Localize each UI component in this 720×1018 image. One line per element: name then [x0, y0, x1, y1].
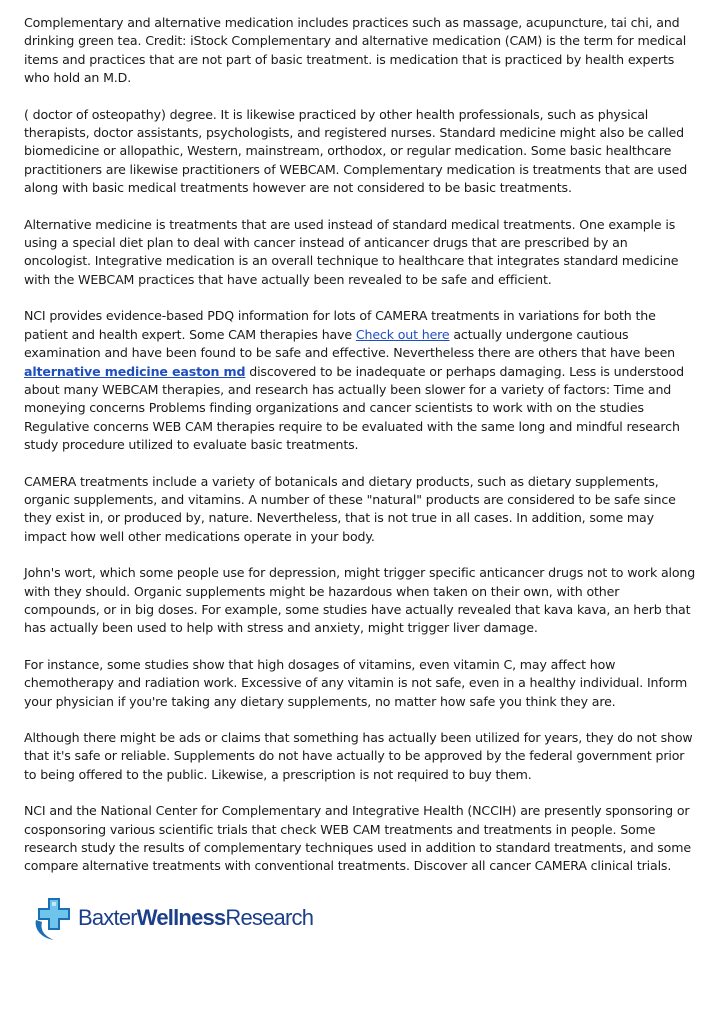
paragraph-1: Complementary and alternative medication includes practices such as massage, acupuncture, tai chi, and drinking green tea. Credit: iStock Complementary and alternative medication (CAM) is the term for medical items and practices that are not part of basic treatment. is medication that is practiced by health experts who hold an M.D.: [24, 15, 687, 86]
paragraph-4-text-b: actually undergone cautious examination and have been found to be safe and effective. Nevertheless there are others that have been: [24, 326, 675, 361]
paragraph-4: [24, 307, 698, 454]
paragraph-6: John's wort, which some people use for depression, might trigger specific anticancer drugs not to work along with they should. Organic supplements might be hazardous when taken on their own, with other compounds, or in big doses. For example, some studies have actually revealed that kava kava, an herb that has actually been used to help with stress and anxiety, might trigger liver damage.: [24, 565, 696, 636]
check-out-here-link[interactable]: Check out here: [355, 326, 450, 342]
paragraph-2: ( doctor of osteopathy) degree. It is likewise practiced by other health professionals, such as physical therapists, doctor assistants, psychologists, and registered nurses. Standard medicine might also be called biomedicine or allopathic, Western, mainstream, orthodox, or regular medication. Some basic healthcare practitioners are likewise practitioners of WEBCAM. Complementary medication is treatments that are used along with basic medical treatments however are not considered to be basic treatments.: [24, 106, 688, 196]
logo-text-research: Research: [225, 905, 314, 930]
paragraph-7: For instance, some studies show that high dosages of vitamins, even vitamin C, may affect how chemotherapy and radiation work. Excessive of any vitamin is not safe, even in a healthy individual. Inform your physician if you're taking any dietary supplements, no matter how safe you think they are.: [24, 656, 688, 709]
paragraph-3: Alternative medicine is treatments that are used instead of standard medical treatments. One example is using a special diet plan to deal with cancer instead of anticancer drugs that are prescribed by an oncologist. Integrative medication is an overall technique to healthcare that integrates standard medicine with the WEBCAM practices that have actually been revealed to be safe and efficient.: [24, 216, 679, 287]
medical-cross-icon: [32, 894, 76, 942]
paragraph-9: NCI and the National Center for Complementary and Integrative Health (NCCIH) are presently sponsoring or cosponsoring various scientific trials that check WEB CAM treatments and treatments in people. Some research study the results of complementary techniques used in addition to standard treatments, and some compare alternative treatments with conventional treatments. Discover all cancer CAMERA clinical trials.: [24, 803, 691, 874]
logo-wordmark: [78, 907, 313, 929]
paragraph-4-text-a: NCI provides evidence-based PDQ information for lots of CAMERA treatments in variations for both the patient and health expert. Some CAM therapies have: [24, 308, 656, 342]
alternative-medicine-link[interactable]: alternative medicine easton md: [24, 363, 246, 379]
article-body: [24, 14, 698, 894]
logo-text-wellness: Wellness: [136, 905, 226, 930]
paragraph-8: Although there might be ads or claims that something has actually been utilized for years, they do not show that it's safe or reliable. Supplements do not have actually to be approved by the federal government prior to being offered to the public. Likewise, a prescription is not required to buy them.: [24, 730, 693, 782]
paragraph-4-text-c: discovered to be inadequate or perhaps damaging. Less is understood about many WEBCAM therapies, and research has actually been slower for a variety of factors: Time and moneying concerns Problems finding organizations and cancer scientists to work with on the studies Regulative concerns WEB CAM therapies require to be evaluated with the same long and mindful research study procedure utilized to evaluate basic treatments.: [24, 363, 684, 453]
logo-text-baxter: Baxter: [78, 905, 137, 930]
paragraph-5: CAMERA treatments include a variety of botanicals and dietary products, such as dietary supplements, organic supplements, and vitamins. A number of these "natural" products are considered to be safe since they exist in, or produced by, nature. Nevertheless, that is not true in all cases. In addition, some may impact how well other medications operate in your body.: [24, 473, 676, 544]
baxter-wellness-logo: [32, 893, 313, 943]
